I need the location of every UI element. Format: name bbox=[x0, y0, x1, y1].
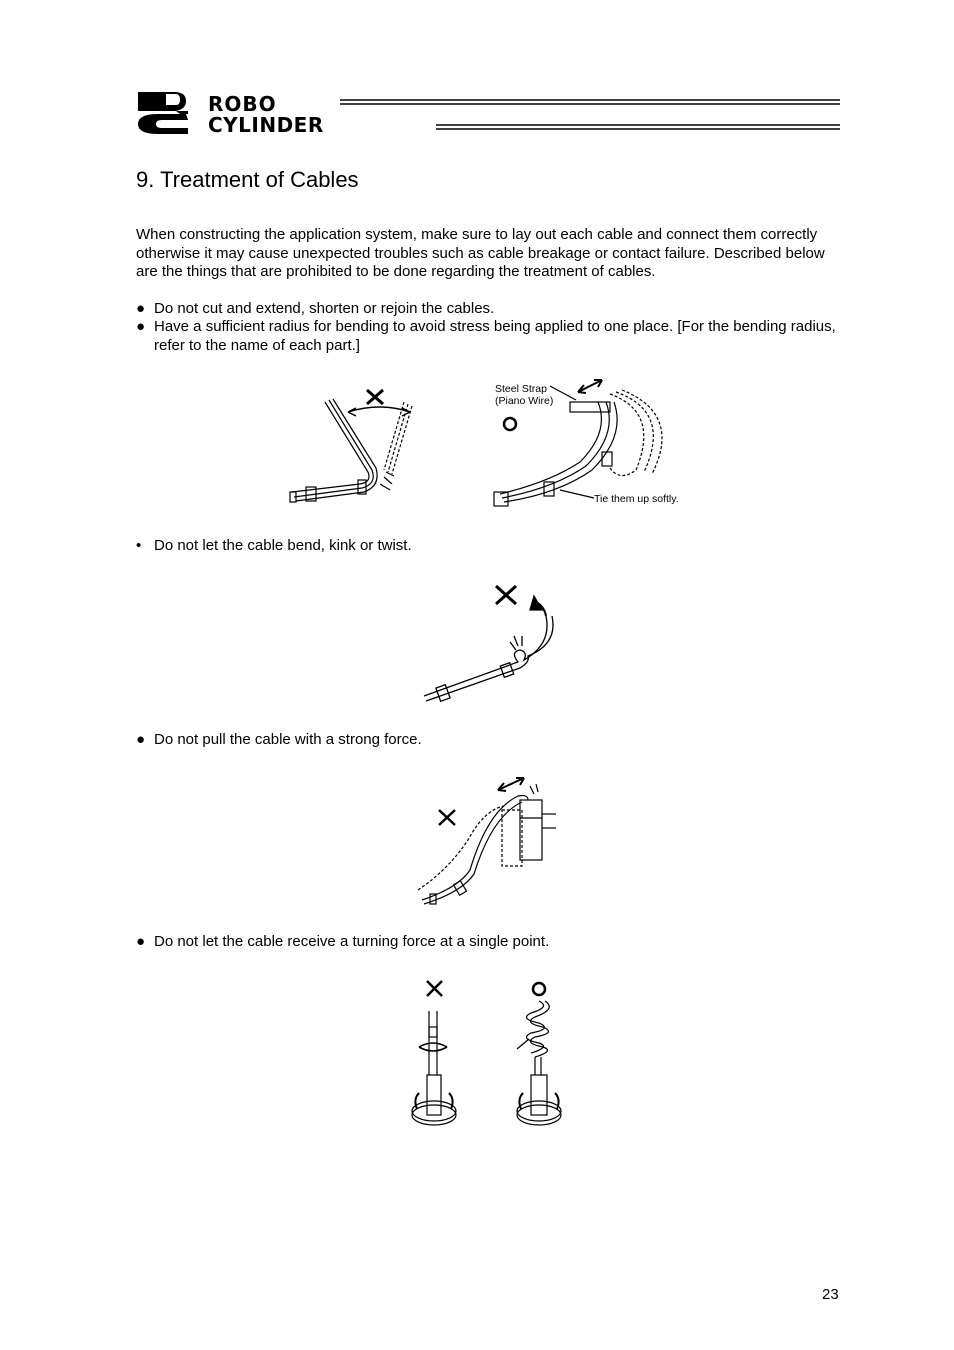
label-tie-softly: Tie them up softly. bbox=[594, 493, 679, 505]
bullet-no-turning-force bbox=[136, 933, 841, 952]
section-title: 9. Treatment of Cables bbox=[136, 167, 359, 192]
logo-text-robo: ROBO bbox=[208, 92, 277, 116]
logo-text-cylinder: CYLINDER bbox=[208, 113, 324, 136]
bullet-text: Do not let the cable bend, kink or twist. bbox=[154, 537, 412, 554]
bullet-marker: ● bbox=[136, 933, 146, 950]
turning-force-illustration bbox=[405, 975, 575, 1135]
cross-mark-icon bbox=[427, 981, 442, 996]
circle-ok-icon bbox=[504, 418, 516, 430]
bullet-marker: • bbox=[136, 537, 142, 554]
bullet-text: Do not let the cable receive a turning force at a single point. bbox=[154, 933, 550, 950]
bullet-no-kink bbox=[136, 537, 841, 556]
rc-logo-graphic bbox=[136, 90, 840, 136]
cross-mark-icon bbox=[496, 586, 516, 604]
label-steel-strap: Steel Strap bbox=[495, 383, 547, 395]
bullet-text: Do not pull the cable with a strong force. bbox=[154, 731, 422, 748]
cross-mark-icon bbox=[439, 810, 455, 825]
bullet-text: Have a sufficient radius for bending to avoid stress being applied to one place. [For the bending radius, refer to the name of each part.] bbox=[154, 318, 836, 354]
intro-paragraph: When constructing the application system, make sure to lay out each cable and connect them correctly otherwise it may cause unexpected troubles such as cable breakage or contact failure. Described below are the things that are prohibited to be done regarding the treatment of cables. bbox=[136, 226, 825, 280]
figure-kink bbox=[418, 580, 568, 710]
figure-bending-radius bbox=[280, 372, 700, 517]
bullet-marker: ● bbox=[136, 318, 146, 335]
label-piano-wire: (Piano Wire) bbox=[495, 395, 554, 407]
bullet-marker: ● bbox=[136, 300, 146, 317]
kink-illustration bbox=[418, 580, 568, 710]
figure-turning-force bbox=[405, 975, 575, 1135]
pull-illustration bbox=[418, 770, 568, 910]
bullet-marker: ● bbox=[136, 731, 146, 748]
bullet-text: Do not cut and extend, shorten or rejoin the cables. bbox=[154, 300, 495, 317]
bullet-bending-radius bbox=[136, 318, 841, 355]
circle-ok-icon bbox=[533, 983, 545, 995]
figure-pull bbox=[418, 770, 568, 910]
robo-cylinder-logo bbox=[136, 90, 840, 136]
bullet-no-pull bbox=[136, 731, 841, 750]
bullet-no-cut bbox=[136, 300, 841, 319]
page-number: 23 bbox=[822, 1286, 839, 1303]
cross-mark-icon bbox=[367, 390, 383, 404]
